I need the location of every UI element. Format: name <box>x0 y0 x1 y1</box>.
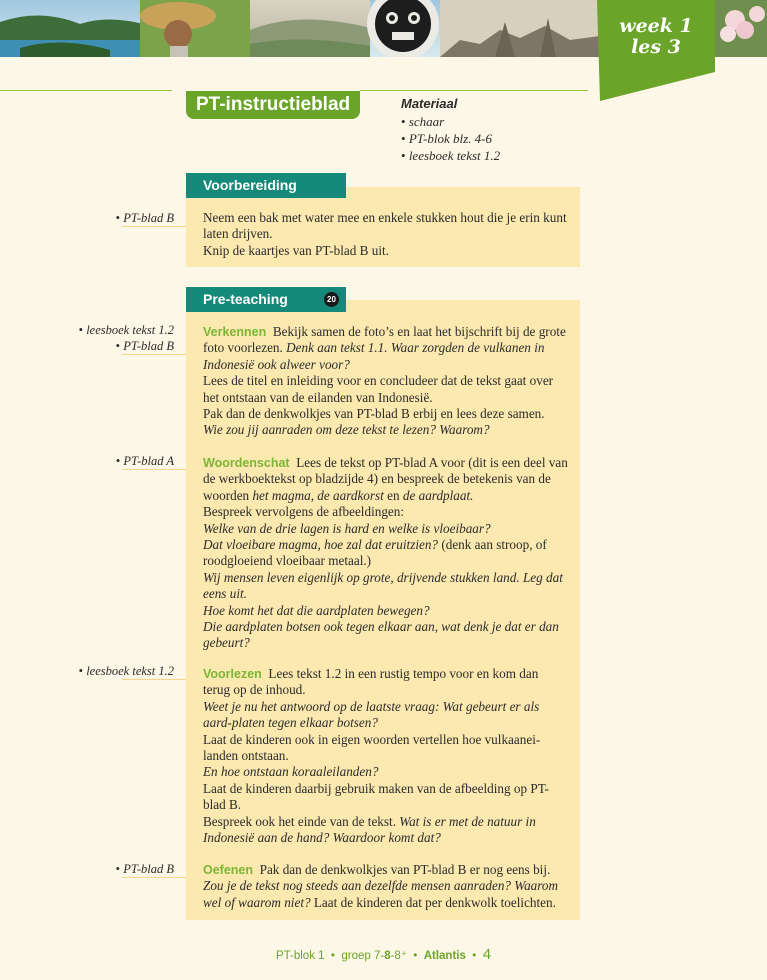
voorbereiding-heading-text: Voorbereiding <box>203 177 297 193</box>
voorbereiding-text <box>203 210 568 259</box>
voorbereiding-heading <box>186 173 346 198</box>
week-label: week 1 <box>619 15 693 37</box>
oefenen-text: Laat de kinderen dat per denkwolk toelichten. <box>313 894 556 910</box>
voorlezen-keyword: Voorlezen <box>203 667 262 681</box>
footer-separator: • <box>330 950 335 962</box>
preteaching-heading-text: Pre-teaching <box>203 291 288 307</box>
voorbereiding-line: Neem een bak met water mee en enkele stukken hout die je erin kunt laten drijven. <box>203 210 567 242</box>
materials-item: • PT-blok blz. 4-6 <box>401 130 500 147</box>
woordenschat-block <box>203 455 568 652</box>
voorlezen-text: Laat de kinderen ook in eigen woorden vertellen hoe vulkaanei-landen ontstaan. <box>203 731 541 764</box>
page-number: 4 <box>482 946 492 963</box>
margin-ref: • PT-blad B <box>116 210 174 226</box>
voorlezen-text: Bespreek ook het einde van de tekst. <box>203 813 396 829</box>
page-title: PT-instructieblad <box>186 91 360 119</box>
woordenschat-question: Welke van de drie lagen is hard en welke is vloeibaar? <box>203 520 491 536</box>
materials-item: • schaar <box>401 113 500 130</box>
woordenschat-and: en <box>387 487 400 503</box>
margin-ref-rule <box>122 877 186 878</box>
oefenen-keyword: Oefenen <box>203 863 254 877</box>
verkennen-text: Bekijk samen de foto’s en laat het bijschrift bij de grote foto voorlezen. <box>203 324 566 356</box>
margin-ref: • PT-blad A <box>116 453 174 469</box>
voorlezen-text: Laat de kinderen daarbij gebruik maken van de afbeelding op PT-blad B. <box>203 780 549 813</box>
voorlezen-question: En hoe ontstaan koraaleilanden? <box>203 764 379 780</box>
verkennen-question: Wie zou jij aanraden om deze tekst te lezen? Waarom? <box>203 422 490 438</box>
footer-separator: • <box>472 950 477 962</box>
woordenschat-text: Bespreek vervolgens de afbeeldingen: <box>203 504 405 520</box>
week-lesson-tab <box>597 0 715 101</box>
margin-ref: • PT-blad B <box>116 338 174 354</box>
woordenschat-keyword: Woordenschat <box>203 456 290 470</box>
margin-ref: • PT-blad B <box>116 861 174 877</box>
footer-groep-bold: 8 <box>384 950 391 962</box>
materials-list <box>401 95 500 164</box>
footer-book: Atlantis <box>423 950 466 962</box>
title-rule-right <box>360 90 588 91</box>
woordenschat-text: (denk aan stroop, of roodgloeiend vloeibaar metaal.) <box>203 537 547 569</box>
verkennen-block <box>203 324 568 439</box>
margin-ref-rule <box>122 354 186 355</box>
footer-groep-end: -8⁺ <box>390 950 407 962</box>
woordenschat-question: Die aardplaten botsen ook tegen elkaar aan, wat denk je dat er dan gebeurt? <box>203 619 559 651</box>
voorbereiding-line: Knip de kaartjes van PT-blad B uit. <box>203 242 389 258</box>
verkennen-question: Denk aan tekst 1.1. Waar zorgden de vulkanen in Indonesië ook alweer voor? <box>203 340 545 372</box>
margin-ref-rule <box>122 226 186 227</box>
materials-item: • leesboek tekst 1.2 <box>401 147 500 164</box>
materials-heading: Materiaal <box>401 96 458 111</box>
voorlezen-text: Lees tekst 1.2 in een rustig tempo voor en kom dan terug op de inhoud. <box>203 666 539 698</box>
oefenen-text: Pak dan de denkwolkjes van PT-blad B er nog eens bij. <box>259 862 551 877</box>
page-footer <box>0 946 767 963</box>
minutes-badge: 20 <box>324 292 339 307</box>
margin-ref-rule <box>122 469 186 470</box>
verkennen-text: Lees de titel en inleiding voor en concludeer dat de tekst gaat over het ontstaan van de eilanden van Indonesië. <box>203 373 554 405</box>
woordenschat-text: Lees de tekst op PT-blad A voor (dit is een deel van de werkboektekst op bladzijde 4) en bespreek de betekenis van de woorden <box>203 455 568 503</box>
voorlezen-question: Wat is er met de natuur in Indonesië aan de hand? Waardoor komt dat? <box>203 813 536 846</box>
voorlezen-question: Weet je nu het antwoord op de laatste vraag: Wat gebeurt er als aard-platen tegen elkaar botsen? <box>203 698 540 731</box>
woordenschat-question: Wij mensen leven eigenlijk op grote, drijvende stukken land. Leg dat eens uit. <box>203 569 563 602</box>
preteaching-heading <box>186 287 346 312</box>
woordenschat-question: Dat vloeibare magma, hoe zal dat eruitzien? <box>203 537 439 553</box>
footer-block: PT-blok 1 <box>275 950 325 962</box>
title-rule-left <box>0 90 172 91</box>
verkennen-keyword: Verkennen <box>203 325 267 339</box>
woordenschat-question: Hoe komt het dat die aardplaten bewegen? <box>203 602 430 618</box>
oefenen-block <box>203 862 568 911</box>
margin-ref: • leesboek tekst 1.2 <box>79 663 174 679</box>
verkennen-text: Pak dan de denkwolkjes van PT-blad B erbij en lees deze samen. <box>203 406 545 422</box>
margin-ref-rule <box>122 679 186 680</box>
voorlezen-block <box>203 666 568 846</box>
woordenschat-words: de aardplaat. <box>402 487 474 503</box>
woordenschat-words: het magma, de aardkorst <box>252 487 384 503</box>
margin-ref: • leesboek tekst 1.2 <box>79 322 174 338</box>
oefenen-question: Zou je de tekst nog steeds aan dezelfde mensen aanraden? Waarom wel of waarom niet? <box>203 878 559 910</box>
footer-groep: groep 7- <box>341 950 385 962</box>
lesson-label: les 3 <box>631 36 681 58</box>
footer-separator: • <box>413 950 418 962</box>
